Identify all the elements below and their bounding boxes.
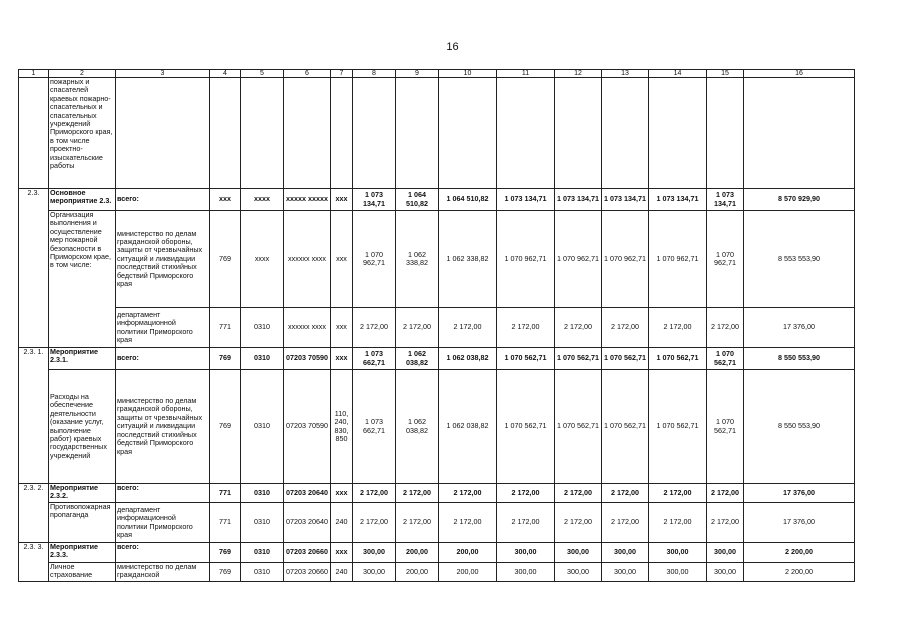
column-number: 9 xyxy=(396,70,439,78)
value-cell: 2 172,00 xyxy=(353,503,396,543)
row-label: министерство по делам гражданской xyxy=(116,563,210,582)
column-number: 5 xyxy=(241,70,284,78)
row-label: всего: xyxy=(116,348,210,370)
total-cell: 8 553 553,90 xyxy=(744,211,855,308)
value-cell: 1 070 962,71 xyxy=(353,211,396,308)
code-cell: 07203 70590 xyxy=(284,370,331,484)
total-cell: 17 376,00 xyxy=(744,484,855,503)
code-cell: 07203 20640 xyxy=(284,503,331,543)
value-cell: 1 073 134,71 xyxy=(707,189,744,211)
activity-description: Противопожарная пропаганда xyxy=(49,503,116,543)
item-number: 2.3. 2. xyxy=(19,484,49,543)
value-cell: 300,00 xyxy=(555,563,602,582)
column-number: 16 xyxy=(744,70,855,78)
value-cell: 1 070 562,71 xyxy=(707,370,744,484)
value-cell: 1 070 962,71 xyxy=(707,211,744,308)
value-cell: 2 172,00 xyxy=(602,503,649,543)
value-cell: 300,00 xyxy=(649,543,707,563)
code-cell: 07203 20640 xyxy=(284,484,331,503)
value-cell: 1 062 038,82 xyxy=(439,348,497,370)
activity-title: Мероприятие 2.3.3. xyxy=(49,543,116,563)
value-cell: 1 070 562,71 xyxy=(555,348,602,370)
value-cell: 1 070 562,71 xyxy=(649,370,707,484)
value-cell: 300,00 xyxy=(602,563,649,582)
value-cell: 300,00 xyxy=(649,563,707,582)
item-number: 2.3. 3. xyxy=(19,543,49,582)
value-cell: 1 062 038,82 xyxy=(396,348,439,370)
row-label: департамент информационной политики Приморского края xyxy=(116,503,210,543)
value-cell: 1 073 662,71 xyxy=(353,370,396,484)
value-cell: 200,00 xyxy=(439,563,497,582)
table-row xyxy=(19,211,855,308)
table-row xyxy=(19,189,855,211)
value-cell: 1 070 962,71 xyxy=(602,211,649,308)
code-cell: 769 xyxy=(210,543,241,563)
value-cell: 2 172,00 xyxy=(555,484,602,503)
code-cell: 0310 xyxy=(241,348,284,370)
code-cell: 769 xyxy=(210,370,241,484)
code-cell: xxxxx xxxxx xyxy=(284,189,331,211)
code-cell: 07203 20660 xyxy=(284,563,331,582)
code-cell: 0310 xyxy=(241,370,284,484)
value-cell: 300,00 xyxy=(497,543,555,563)
total-cell: 17 376,00 xyxy=(744,308,855,348)
value-cell: 1 073 134,71 xyxy=(497,189,555,211)
column-number: 2 xyxy=(49,70,116,78)
value-cell: 2 172,00 xyxy=(602,484,649,503)
code-cell: 769 xyxy=(210,348,241,370)
value-cell: 2 172,00 xyxy=(707,484,744,503)
activity-title: Мероприятие 2.3.2. xyxy=(49,484,116,503)
code-cell: 240 xyxy=(331,563,353,582)
value-cell: 2 172,00 xyxy=(497,308,555,348)
value-cell: 1 070 562,71 xyxy=(602,348,649,370)
activity-description: Организация выполнения и осуществление мер пожарной безопасности в Приморском крае, в том числе: xyxy=(49,211,116,348)
value-cell: 2 172,00 xyxy=(555,503,602,543)
value-cell: 1 073 134,71 xyxy=(649,189,707,211)
column-number: 12 xyxy=(555,70,602,78)
value-cell: 300,00 xyxy=(353,543,396,563)
code-cell: 0310 xyxy=(241,563,284,582)
value-cell: 1 070 962,71 xyxy=(497,211,555,308)
value-cell: 2 172,00 xyxy=(649,308,707,348)
value-cell: 2 172,00 xyxy=(439,484,497,503)
value-cell: 1 062 338,82 xyxy=(396,211,439,308)
value-cell: 1 070 962,71 xyxy=(555,211,602,308)
value-cell: 2 172,00 xyxy=(439,503,497,543)
row-label: министерство по делам гражданской обороны, защиты от чрезвычайных ситуаций и ликвидации последствий стихийных бедствий Приморского края xyxy=(116,211,210,308)
value-cell: 1 064 510,82 xyxy=(396,189,439,211)
value-cell: 1 070 962,71 xyxy=(649,211,707,308)
table-row xyxy=(19,503,855,543)
value-cell: 2 172,00 xyxy=(396,503,439,543)
table-row xyxy=(19,348,855,370)
value-cell: 300,00 xyxy=(707,563,744,582)
code-cell: 0310 xyxy=(241,503,284,543)
value-cell: 200,00 xyxy=(439,543,497,563)
code-cell: 240 xyxy=(331,503,353,543)
value-cell: 1 062 338,82 xyxy=(439,211,497,308)
value-cell: 1 070 562,71 xyxy=(602,370,649,484)
row-label: департамент информационной политики Приморского края xyxy=(116,308,210,348)
value-cell: 1 073 134,71 xyxy=(555,189,602,211)
value-cell: 1 070 562,71 xyxy=(555,370,602,484)
column-number: 8 xyxy=(353,70,396,78)
column-number: 6 xyxy=(284,70,331,78)
value-cell: 2 172,00 xyxy=(707,308,744,348)
value-cell: 1 064 510,82 xyxy=(439,189,497,211)
code-cell: 0310 xyxy=(241,308,284,348)
code-cell: 771 xyxy=(210,484,241,503)
table-row xyxy=(19,563,855,582)
code-cell: xxx xyxy=(210,189,241,211)
column-number: 4 xyxy=(210,70,241,78)
code-cell: xxxxxx xxxx xyxy=(284,211,331,308)
value-cell: 2 172,00 xyxy=(602,308,649,348)
column-number: 13 xyxy=(602,70,649,78)
column-number: 10 xyxy=(439,70,497,78)
value-cell: 2 172,00 xyxy=(353,484,396,503)
total-cell: 2 200,00 xyxy=(744,543,855,563)
column-number: 3 xyxy=(116,70,210,78)
value-cell: 2 172,00 xyxy=(649,484,707,503)
column-number: 1 xyxy=(19,70,49,78)
total-cell: 8 550 553,90 xyxy=(744,348,855,370)
value-cell: 300,00 xyxy=(353,563,396,582)
value-cell: 300,00 xyxy=(555,543,602,563)
value-cell: 200,00 xyxy=(396,563,439,582)
total-cell: 8 550 553,90 xyxy=(744,370,855,484)
code-cell: xxx xyxy=(331,308,353,348)
value-cell: 1 073 134,71 xyxy=(353,189,396,211)
activity-name-continued: пожарных и спасателей краевых пожарно-спасательных и спасательных учреждений Приморского края, в том числе проектно-изыскательские работы xyxy=(49,78,116,189)
total-cell: 8 570 929,90 xyxy=(744,189,855,211)
value-cell: 1 070 562,71 xyxy=(497,370,555,484)
budget-table xyxy=(18,69,855,582)
code-cell: xxx xyxy=(331,484,353,503)
value-cell: 300,00 xyxy=(497,563,555,582)
value-cell: 300,00 xyxy=(707,543,744,563)
code-cell: 769 xyxy=(210,563,241,582)
code-cell: 110, 240, 830, 850 xyxy=(331,370,353,484)
value-cell: 200,00 xyxy=(396,543,439,563)
column-number: 7 xyxy=(331,70,353,78)
activity-title: Основное мероприятие 2.3. xyxy=(49,189,116,211)
value-cell: 2 172,00 xyxy=(707,503,744,543)
value-cell: 2 172,00 xyxy=(497,484,555,503)
code-cell: 0310 xyxy=(241,484,284,503)
code-cell: xxx xyxy=(331,348,353,370)
value-cell: 1 062 038,82 xyxy=(439,370,497,484)
activity-title: Мероприятие 2.3.1. xyxy=(49,348,116,370)
code-cell: xxx xyxy=(331,189,353,211)
value-cell: 2 172,00 xyxy=(439,308,497,348)
code-cell: xxxx xyxy=(241,189,284,211)
row-label: всего: xyxy=(116,484,210,503)
column-number: 11 xyxy=(497,70,555,78)
total-cell: 2 200,00 xyxy=(744,563,855,582)
code-cell: xxx xyxy=(331,211,353,308)
value-cell: 1 070 562,71 xyxy=(707,348,744,370)
value-cell: 1 070 562,71 xyxy=(497,348,555,370)
column-number: 14 xyxy=(649,70,707,78)
value-cell: 2 172,00 xyxy=(353,308,396,348)
table-row xyxy=(19,370,855,484)
page-number: 16 xyxy=(446,41,459,53)
code-cell: 07203 70590 xyxy=(284,348,331,370)
total-cell: 17 376,00 xyxy=(744,503,855,543)
value-cell: 300,00 xyxy=(602,543,649,563)
item-number: 2.3. 1. xyxy=(19,348,49,484)
value-cell: 1 062 038,82 xyxy=(396,370,439,484)
activity-description: Личное страхование xyxy=(49,563,116,582)
table-row xyxy=(19,308,855,348)
row-label: министерство по делам гражданской обороны, защиты от чрезвычайных ситуаций и ликвидации последствий стихийных бедствий Приморского края xyxy=(116,370,210,484)
code-cell: xxxxxx xxxx xyxy=(284,308,331,348)
code-cell: xxxx xyxy=(241,211,284,308)
column-numbers-row xyxy=(19,70,855,78)
code-cell: 771 xyxy=(210,503,241,543)
table-row xyxy=(19,484,855,503)
table-row xyxy=(19,543,855,563)
code-cell: xxx xyxy=(331,543,353,563)
item-number: 2.3. xyxy=(19,189,49,348)
value-cell: 1 073 134,71 xyxy=(602,189,649,211)
code-cell: 771 xyxy=(210,308,241,348)
code-cell: 769 xyxy=(210,211,241,308)
row-label: всего: xyxy=(116,543,210,563)
value-cell: 2 172,00 xyxy=(396,484,439,503)
value-cell: 2 172,00 xyxy=(396,308,439,348)
value-cell: 2 172,00 xyxy=(555,308,602,348)
value-cell: 1 073 662,71 xyxy=(353,348,396,370)
value-cell: 2 172,00 xyxy=(497,503,555,543)
code-cell: 0310 xyxy=(241,543,284,563)
activity-description: Расходы на обеспечение деятельности (оказание услуг, выполнение работ) краевых государственных учреждений xyxy=(49,370,116,484)
column-number: 15 xyxy=(707,70,744,78)
table-row xyxy=(19,78,855,189)
row-label: всего: xyxy=(116,189,210,211)
code-cell: 07203 20660 xyxy=(284,543,331,563)
value-cell: 1 070 562,71 xyxy=(649,348,707,370)
value-cell: 2 172,00 xyxy=(649,503,707,543)
